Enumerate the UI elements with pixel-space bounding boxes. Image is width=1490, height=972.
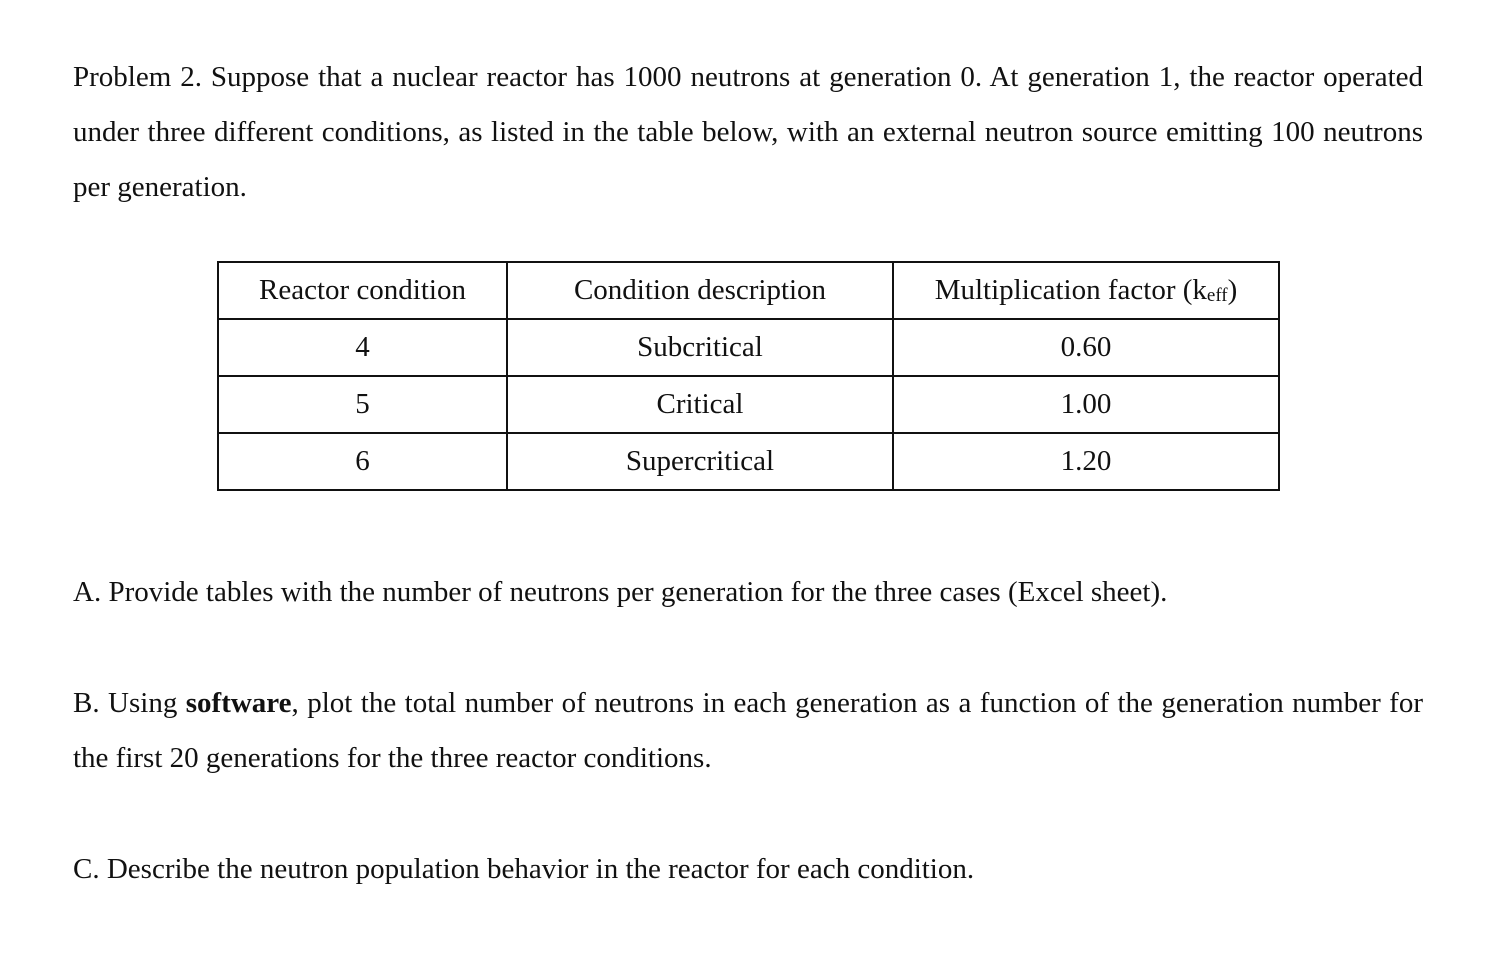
table-row [218,319,1279,376]
cell-condition: 5 [218,376,507,433]
part-c: C. Describe the neutron population behavior in the reactor for each condition. [73,853,975,885]
cell-description: Critical [507,376,893,433]
cell-keff: 1.00 [893,376,1279,433]
problem-intro: Problem 2. Suppose that a nuclear reactor has 1000 neutrons at generation 0. At generation 1, the reactor operated under three different conditions, as listed in the table below, with an external neutron source emitting 100 neutrons per generation. [73,61,1423,203]
cell-description: Subcritical [507,319,893,376]
table-row [218,433,1279,490]
cell-keff: 0.60 [893,319,1279,376]
header-eff-subscript: eff [1206,285,1228,306]
header-reactor-condition: Reactor condition [218,262,507,319]
cell-condition: 4 [218,319,507,376]
cell-description: Supercritical [507,433,893,490]
part-a: A. Provide tables with the number of neutrons per generation for the three cases (Excel sheet). [73,576,1168,608]
table-row [218,376,1279,433]
cell-condition: 6 [218,433,507,490]
header-close-paren: ) [1227,274,1238,306]
reactor-conditions-table [217,261,1280,491]
header-condition-description: Condition description [507,262,893,319]
part-b [73,676,1423,786]
table-header-row [218,262,1279,319]
header-multiplication-factor [893,262,1279,319]
header-k-label: Multiplication factor (k [934,274,1207,306]
part-b-bold: software [185,687,292,719]
cell-keff: 1.20 [893,433,1279,490]
part-b-suffix: , plot the total number of neutrons in each generation as a function of the generation number for the first 20 generations for the three reactor conditions. [73,687,1423,774]
part-b-prefix: B. Using [73,687,186,719]
